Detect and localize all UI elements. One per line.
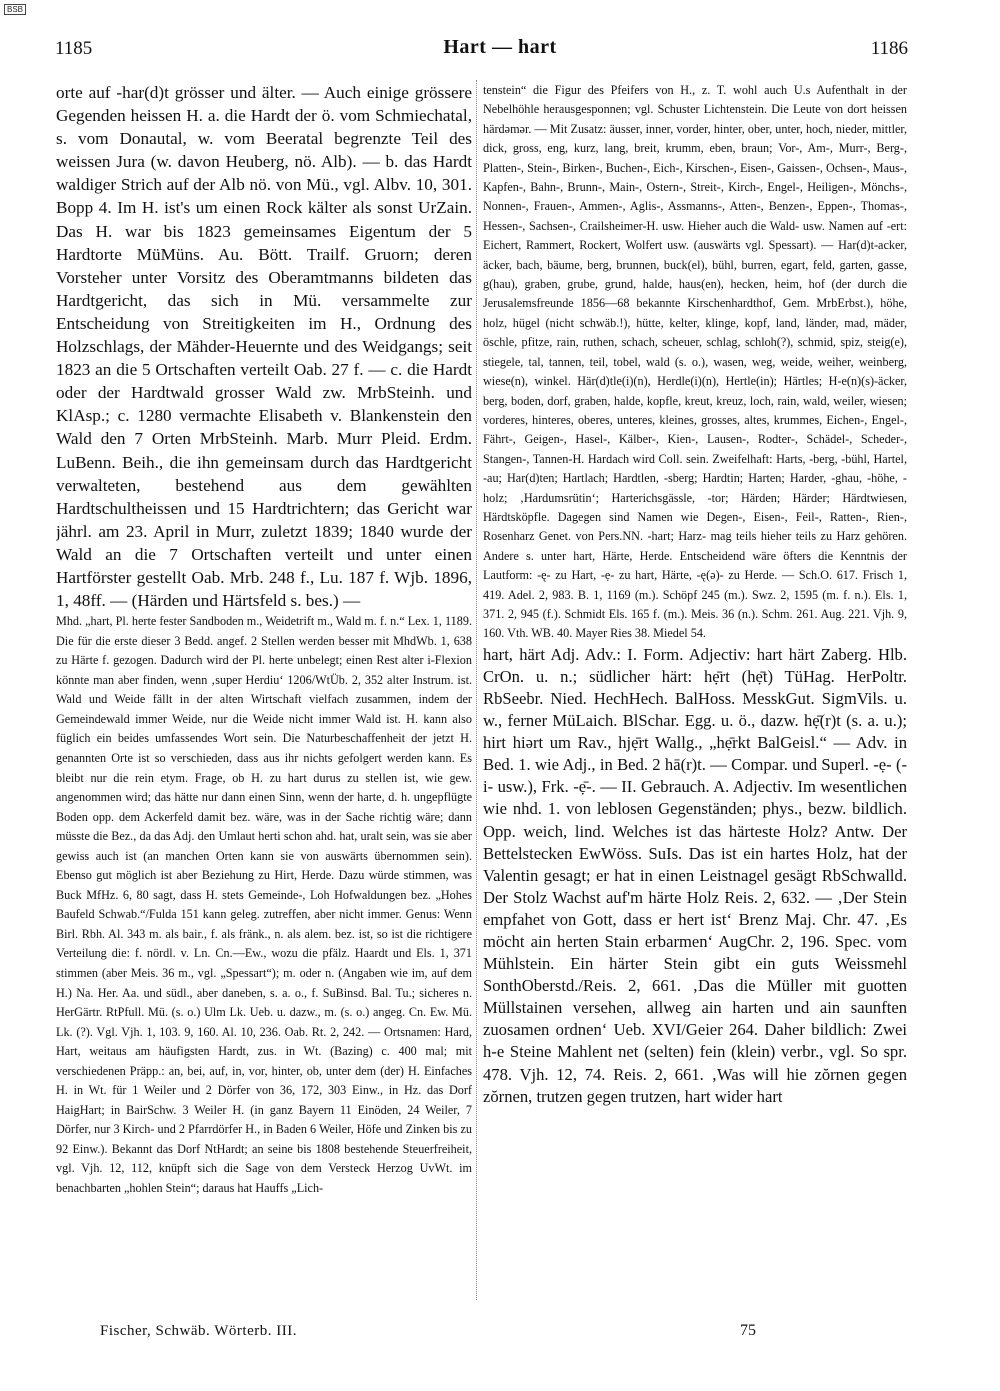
page-number-right: 1186	[870, 38, 908, 59]
left-column	[56, 81, 472, 1309]
left-etymology-text: Mhd. „hart, Pl. herte fester Sandboden m., Weidetrift m., Wald m. f. n.“ Lex. 1, 1189. Die für die erste dieser 3 Bedd. angef. 2 Stellen werden besser mit MhdWb. 1, 638 zu Härte f. gezogen. Dadurch wird der Pl. herte unbelegt; einen Rest alter i-Flexion könnte man aber finden, wenn ‚super Herdiu‘ 1206/WtÜb. 2, 352 alter Instrum. ist. Wald und Weide fällt in der alten Wirtschaft vielfach zusammen, indem der Gemeindewald immer Weide, nur die Weide nicht immer Wald ist. H. kann also füglich ein beides umfassendes Wort sein. Die Naturbeschaffenheit der jetzt H. genannten Orte ist so verschieden, dass aus ihr nichts gefolgert werden kann. Es bleibt nur die rein etym. Frage, ob H. zu hart durus zu stellen ist, wie gew. angenommen wird; das hätte nur dann einen Sinn, wenn der harte, d. h. ungepflügte Boden opp. dem Ackerfeld damit bez. wäre, was in der Sache richtig wäre; dann müsste die Bez., da das Adj. den Umlaut herti schon ahd. hat, uralt sein, was sie aber gewiss auch ist (an manchen Orten kann sie von auswärts übernommen sein). Ebenso gut möglich ist aber Beziehung zu Hirt, Herde. Dazu würde stimmen, was Buck MfHz. 6, 80 sagt, dass H. stets Gemeinde-, Loh Hofwaldungen bez. „Hohes Baufeld Schwab.“/Fulda 151 kann geleg. zutreffen, aber nicht immer. Genus: Wenn Birl. Rbh. Al. 343 m. als bair., f. als fränk., n. als alem. bez. ist, so ist die richtigere Verteilung die: f. nördl. v. Ln. Cn.—Ew., wozu die pfälz. Haardt und Els. 1, 371 stimmen (aber Meis. 36 m., vgl. „Spessart“); m. oder n. (Angaben wie im, auf dem H.) Na. Her. Aa. und südl., aber daneben, s. a. o., f. SuBinsd. Bal. Tu.; sicheres n. HerGärtr. RtPfull. Mü. (s. o.) Ulm Lk. Ueb. u. dazw., m. (s. o.) angeg. Cn. Ew. Mü. Lk. (?). Vgl. Vjh. 1, 103. 9, 160. Al. 10, 236. Oab. Rt. 2, 242. — Ortsnamen: Hard, Hart, weitaus am häufigsten Hardt, zus. in Wt. (Bazing) c. 400 mal; mit verschiedenen Präpp.: an, bei, auf, in, vor, hinter, ob, unter dem (der) H. Einfaches H. in Wt. für 1 Weiler und 2 Dörfer von 36, 172, 303 Einw., in Hz. das Dorf HaigHart; in BairSchw. 3 Weiler H. (in ganz Bayern 11 Einöden, 24 Weiler, 7 Dörfer, nur 3 Kirch- und 2 Pfarrdörfer H., in Baden 6 Weiler, Höfe und Zinken bis zu 92 Einw.). Bekannt das Dorf NtHardt; an seine bis 1808 bestehende Steuerfreiheit, vgl. Vjh. 12, 112, knüpft sich die Sage von dem Versteck Herzog UvWt. im benachbarten „hohlen Stein“; daraus hat Hauffs „Lich-	[56, 614, 472, 1196]
right-column	[483, 81, 907, 1321]
right-placenames-text: tenstein“ die Figur des Pfeifers von H., z. T. wohl auch U.s Aufenthalt in der Nebelhöhle herausgesponnen; vgl. Schuster Lichtenstein. Die Leute von dort heissen härdəmər. — Mit Zusatz: äusser, inner, vorder, hinter, ober, unter, hoch, nieder, mittler, dick, gross, eng, kurz, lang, breit, krumm, eben, braun; Vor-, Am-, Murr-, Berg-, Platten-, Stein-, Birken-, Buchen-, Eich-, Kirschen-, Eisen-, Gaissen-, Ochsen-, Maus-, Kapfen-, Bahn-, Brunn-, Main-, Ostern-, Streit-, Kirch-, Engel-, Heiligen-, Mönchs-, Nonnen-, Frauen-, Ammen-, Aglis-, Assmanns-, Atten-, Benzen-, Eppen-, Thomas-, Hessen-, Sachsen-, Crailsheimer-H. usw. Hieher auch die Wald- usw. Namen auf -ert: Eichert, Rammert, Rockert, Wolfert usw. (auswärts vgl. Spessart). — Har(d)t-acker, äcker, bach, bäume, berg, brunnen, buck(el), bühl, burren, egart, feld, garten, gasse, g(hau), graben, grube, grund, halde, haus(en), hecken, heim, hof (der durch die Jerusalemsfreunde 1856—68 bekannte Kirschenhardthof, Gem. MrbErbst.), höhe, holz, hügel (nicht schwäb.!), hütte, kelter, klinge, kopf, land, länder, mad, mäder, öschle, pfitze, rain, ruthen, schach, scheuer, schlag, schloh(?), schmid, spiz, steig(e), stiegele, tal, tannen, teil, tobel, wald (s. o.), wasen, weg, weide, weiher, weinberg, wiese(n), winkel. Här(d)tle(i)(n), Herdle(i)(n), Hertle(in); Härtles; H-e(n)(s)-äcker, berg, boden, dorf, graben, halde, kopfle, kreut, kreuz, loch, rain, wald, weiler, wiesen; vorderes, hinteres, oberes, unteres, kleines, grosses, altes, krummes, Eichen-, Engel-, Fährt-, Geigen-, Hasel-, Kälber-, Kien-, Lausen-, Rodter-, Schädel-, Scheder-, Stangen-, Tannen-H. Hardach wird Coll. sein. Zweifelhaft: Harts, -berg, -bühl, Hartel, -au; Har(d)ten; Hartlach; Hardtlen, -sberg; Hardtin; Harten; Harder, -ghau, -höhe, -holz; ‚Hardumsrütin‘; Harterichsgässle, -tor; Härden; Härder; Härdtwiesen, Härdtsköpfle. Dagegen sind Namen wie Degen-, Eisen-, Feil-, Ratten-, Rien-, Rosenharz Genet. von Pers.NN. -hart; Harz- mag teils hieher teils zu Harz gehören. Andere s. unter hart, Härte, Herde. Entscheidend wäre öfters die Kenntnis der Lautform: -ę- zu Hart, -ẹ- zu hart, Härte, -ę(ə)- zu Herde. — Sch.O. 617. Frisch 1, 419. Adel. 2, 983. B. 1, 1169 (m.). Schöpf 245 (m.). Swz. 2, 1595 (m. f. n.). Els. 1, 371. 2, 945 (f.). Schmidt Els. 165 f. (m.). Meis. 36 (n.). Schm. 261. Aug. 221. Vjh. 9, 160. Vth. WB. 40. Mayer Ries 38. Miedel 54.	[483, 83, 907, 641]
right-entry-hart: hart, härt Adj. Adv.: I. Form. Adjectiv: hart härt Zaberg. Hlb. CrOn. u. n.; südlicher härt: hẹ̄rt (hẹ̄t) TüHag. HerPoltr. RbSeebr. Nied. HechHech. BalHoss. MesskGut. SigmVils. u. w., ferner MüLaich. BlSchar. Egg. u. ö., dazw. hẹ̄(r)t (s. a. u.); hirt hiərt um Rav., hjẹ̄rt Wallg., „hẹ̄rkt BalGeisl.“ — Adv. in Bed. 1. wie Adj., in Bed. 2 hā(r)t. — Compar. und Superl. -ẹ- (-i- usw.), Frk. -ẹ̄-. — II. Gebrauch. A. Adjectiv. Im wesentlichen wie nhd. 1. von leblosen Gegenständen; phys., bezw. bildlich. Opp. weich, lind. Welches ist das härteste Holz? Antw. Der Bettelstecken EwWöss. SuIs. Das ist ein hartes Holz, hat der Valentin gesagt; er hat in einen Leistnagel gesägt RbSchwalld. Der Stolz Wachst auf'm härte Holz Reis. 2, 632. — ‚Der Stein empfahet von Gott, dass er hert ist‘ Brenz Maj. Chr. 47. ‚Es möcht ain herten Stain erbarmen‘ AugChr. 2, 196. Spec. vom Mühlstein. Ein härter Stein gibt ein guts Weissmehl SonthOberstd./Reis. 2, 661. ‚Das die Müller mit guotten Müllstainen versehen, allweg ain harten und ain saunften zuosamen ordnen‘ Ueb. XVI/Geier 264. Daher bildlich: Zwei h-e Steine Mahlent net (selten) fein (klein) verbr., vgl. So spr. 478. Vjh. 12, 74. Reis. 2, 661. ‚Was will hie zŏrnen gegen zŏrnen, trutzen gegen trutzen, hart wider hart	[483, 644, 907, 1106]
library-stamp: BSB	[4, 4, 26, 15]
signature-mark: 75	[740, 1322, 756, 1339]
left-main-text: orte auf -har(d)t grösser und älter. — Auch einige grössere Gegenden heissen H. a. die Hardt der ö. vom Schmiechatal, s. vom Donautal, w. vom Beeratal begrenzte Teil des weissen Jura (w. davon Heuberg, nö. Alb). — b. das Hardt waldiger Strich auf der Alb nö. von Mü., vgl. Albv. 10, 301. Bopp 4. Im H. ist's um einen Rock kälter als sonst UrZain. Das H. war bis 1823 gemeinsames Eigentum der 5 Hardtorte MüMüns. Au. Bött. Trailf. Gruorn; deren Vorsteher unter Vorsitz des Oberamtmanns bildeten das Hardtgericht, das sich in Mü. versammelte zur Entscheidung von Streitigkeiten im H., Ordnung des Holzschlags, der Mähder-Heuernte und des Weidgangs; seit 1823 an die 5 Ortschaften verteilt Oab. 27 f. — c. die Hardt oder der Hardtwald grosser Wald zw. MrbSteinh. und KlAsp.; c. 1280 vermachte Elisabeth v. Blankenstein den Wald den 7 Orten MrbSteinh. Marb. Murr Pleid. Erdm. LuBenn. Beih., die ihn gemeinsam durch das Hardtgericht verwalteten, bestehend aus dem gewählten Hardtschultheissen und 15 Hardtrichtern; das Gericht war jährl. am 23. April in Murr, zuletzt 1839; 1840 wurde der Wald an die 7 Ortschaften verteilt und unter einen Hartförster gestellt Oab. Mrb. 248 f., Lu. 187 f. Wjb. 1896, 1, 48ff. — (Härden und Härtsfeld s. bes.) —	[56, 83, 472, 611]
running-headword: Hart — hart	[443, 36, 557, 58]
footer-title: Fischer, Schwäb. Wörterb. III.	[100, 1323, 297, 1339]
column-divider	[476, 80, 477, 1300]
page-number-left: 1185	[55, 38, 93, 59]
